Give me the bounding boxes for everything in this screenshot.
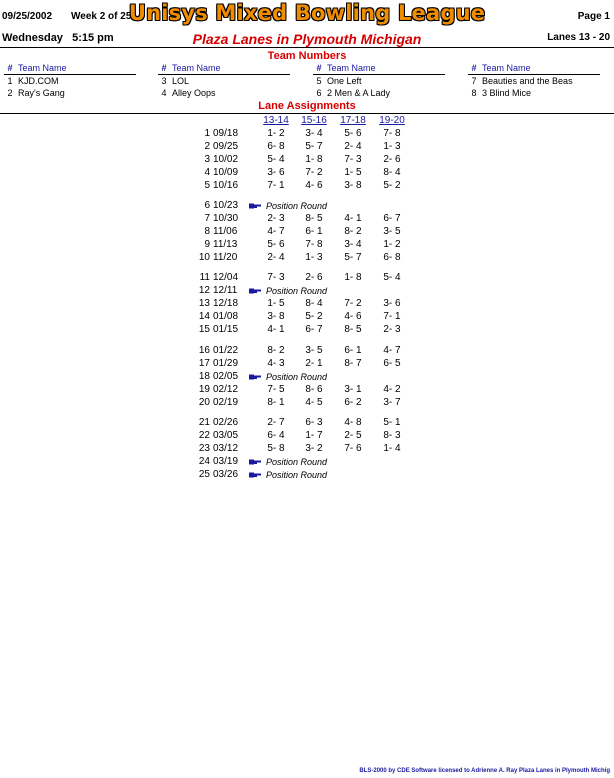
lane-pairing: 8- 4 xyxy=(383,167,401,178)
lane-pairing: 1- 4 xyxy=(383,443,401,454)
week-date: 11/13 xyxy=(213,239,238,250)
lane-pairing: 7- 3 xyxy=(344,154,362,165)
team-name-header: Team Name xyxy=(482,63,531,73)
lane-pairing: 4- 3 xyxy=(267,358,285,369)
schedule-row xyxy=(0,384,614,397)
team-num-header: # xyxy=(316,63,322,73)
lane-pairing: 1- 3 xyxy=(305,252,323,263)
team-row xyxy=(4,76,136,87)
team-num: 5 xyxy=(316,76,322,86)
team-num: 3 xyxy=(161,76,167,86)
lane-pairing: 6- 1 xyxy=(344,345,362,356)
lane-pairing: 8- 7 xyxy=(344,358,362,369)
lane-pairing: 6- 8 xyxy=(383,252,401,263)
lane-pairing: 7- 1 xyxy=(383,311,401,322)
lane-pairing: 6- 2 xyxy=(344,397,362,408)
week-number: 17 xyxy=(198,358,210,369)
schedule-row xyxy=(0,358,614,371)
lane-pairing: 6- 8 xyxy=(267,141,285,152)
week-number: 22 xyxy=(198,430,210,441)
schedule-row xyxy=(0,298,614,311)
lane-pairing: 4- 6 xyxy=(344,311,362,322)
lane-pairing: 4- 8 xyxy=(344,417,362,428)
schedule-row xyxy=(0,154,614,167)
position-round-label: Position Round xyxy=(266,470,328,480)
lane-pairing: 2- 3 xyxy=(383,324,401,335)
lane-pairing: 2- 4 xyxy=(267,252,285,263)
schedule-row xyxy=(0,456,614,469)
lane-pairing: 6- 7 xyxy=(383,213,401,224)
lane-pairing: 8- 6 xyxy=(305,384,323,395)
week-date: 10/23 xyxy=(213,200,239,211)
schedule-row xyxy=(0,128,614,141)
lane-pairing: 8- 5 xyxy=(305,213,323,224)
pointing-hand-icon xyxy=(249,472,261,478)
lane-pairing: 2- 3 xyxy=(267,213,285,224)
week-date: 09/18 xyxy=(213,128,239,139)
lane-pairing: 6- 3 xyxy=(305,417,323,428)
week-date: 10/16 xyxy=(213,180,239,191)
team-num-header: # xyxy=(471,63,477,73)
team-name-header: Team Name xyxy=(172,63,221,73)
week-date: 10/30 xyxy=(213,213,239,224)
week-indicator: Week 2 of 25 xyxy=(71,11,132,22)
week-date: 02/12 xyxy=(213,384,239,395)
team-name: KJD.COM xyxy=(18,76,59,86)
team-column-4 xyxy=(468,63,600,99)
lane-pairing: 1- 5 xyxy=(344,167,362,178)
week-number: 23 xyxy=(198,443,210,454)
week-number: 12 xyxy=(198,285,210,296)
lane-pairing: 7- 5 xyxy=(267,384,285,395)
team-row xyxy=(468,76,600,87)
team-num: 1 xyxy=(7,76,13,86)
lane-pairing: 8- 4 xyxy=(305,298,323,309)
week-number: 15 xyxy=(198,324,210,335)
week-number: 16 xyxy=(198,345,210,356)
week-date: 12/11 xyxy=(213,285,238,296)
week-date: 09/25 xyxy=(213,141,239,152)
lane-pairing: 7- 8 xyxy=(383,128,401,139)
schedule-row xyxy=(0,345,614,358)
team-name: Alley Oops xyxy=(172,88,216,98)
week-number: 2 xyxy=(204,141,210,152)
week-date: 02/19 xyxy=(213,397,239,408)
lane-pairing: 5- 6 xyxy=(344,128,362,139)
lane-pairing: 4- 7 xyxy=(267,226,285,237)
lane-pairing: 4- 1 xyxy=(267,324,285,335)
pointing-hand-icon xyxy=(249,288,261,294)
lane-pairing: 3- 5 xyxy=(383,226,401,237)
lane-pairing: 8- 3 xyxy=(383,430,401,441)
team-name: 2 Men & A Lady xyxy=(327,88,391,98)
week-number: 14 xyxy=(198,311,210,322)
lane-pairing: 1- 3 xyxy=(383,141,401,152)
day-time: Wednesday 5:15 pm xyxy=(2,32,114,44)
week-number: 19 xyxy=(198,384,210,395)
lane-pairing: 4- 7 xyxy=(383,345,401,356)
lane-pairing: 4- 6 xyxy=(305,180,323,191)
schedule-row xyxy=(0,430,614,443)
pointing-hand-icon xyxy=(249,374,261,380)
lane-pairing: 3- 8 xyxy=(344,180,362,191)
week-date: 03/05 xyxy=(213,430,239,441)
pointing-hand-icon xyxy=(249,459,261,465)
lane-pairing: 3- 4 xyxy=(305,128,323,139)
schedule-row xyxy=(0,371,614,384)
lane-pairing: 1- 2 xyxy=(383,239,401,250)
lane-pairing: 6- 4 xyxy=(267,430,285,441)
lane-pairing: 4- 5 xyxy=(305,397,323,408)
team-num-header: # xyxy=(7,63,13,73)
team-num: 6 xyxy=(316,88,322,98)
lane-pairing: 5- 2 xyxy=(383,180,401,191)
lane-pairing: 1- 7 xyxy=(305,430,323,441)
lane-assignments-divider xyxy=(0,113,614,114)
lane-pairing: 1- 8 xyxy=(344,272,362,283)
schedule-row xyxy=(0,417,614,430)
lane-pairing: 7- 6 xyxy=(344,443,362,454)
team-num-header: # xyxy=(161,63,167,73)
team-row xyxy=(158,76,290,87)
schedule-row xyxy=(0,213,614,226)
lane-pairing: 5- 7 xyxy=(344,252,362,263)
team-name: One Left xyxy=(327,76,362,86)
header-divider xyxy=(0,47,614,48)
week-number: 18 xyxy=(198,371,210,382)
team-column-3 xyxy=(313,63,445,99)
lane-pairing: 2- 6 xyxy=(383,154,401,165)
lane-pairing: 7- 3 xyxy=(267,272,285,283)
schedule-row xyxy=(0,239,614,252)
lane-pairing: 5- 1 xyxy=(383,417,401,428)
lane-pairing: 1- 2 xyxy=(267,128,285,139)
team-row xyxy=(313,76,445,87)
week-date: 01/08 xyxy=(213,311,239,322)
software-footer: BLS-2000 by CDE Software licensed to Adrienne A. Ray Plaza Lanes in Plymouth Michig xyxy=(359,768,610,774)
lane-pairing: 3- 6 xyxy=(383,298,401,309)
week-date: 03/26 xyxy=(213,469,239,480)
week-date: 11/06 xyxy=(213,226,238,237)
lane-pairing: 3- 4 xyxy=(344,239,362,250)
schedule-row xyxy=(0,226,614,239)
lane-pairing: 2- 7 xyxy=(267,417,285,428)
lane-pairing: 3- 2 xyxy=(305,443,323,454)
lane-pairing: 2- 4 xyxy=(344,141,362,152)
week-date: 02/05 xyxy=(213,371,239,382)
lane-pairing: 3- 5 xyxy=(305,345,323,356)
lane-header-17-18: 17-18 xyxy=(340,115,366,126)
lane-pairing: 7- 2 xyxy=(344,298,362,309)
schedule-row xyxy=(0,311,614,324)
team-row xyxy=(158,88,290,99)
lane-pairing: 1- 5 xyxy=(267,298,285,309)
schedule-row xyxy=(0,285,614,298)
page-number: Page 1 xyxy=(577,11,610,22)
position-round-label: Position Round xyxy=(266,457,328,467)
lane-pairing: 3- 8 xyxy=(267,311,285,322)
week-date: 02/26 xyxy=(213,417,239,428)
lane-pairing: 6- 5 xyxy=(383,358,401,369)
week-number: 11 xyxy=(199,272,210,283)
lane-pairing: 1- 8 xyxy=(305,154,323,165)
lane-assignments-title: Lane Assignments xyxy=(258,100,356,112)
lane-header-13-14: 13-14 xyxy=(263,115,289,126)
week-date: 10/02 xyxy=(213,154,239,165)
team-num: 4 xyxy=(161,88,167,98)
lane-header-19-20: 19-20 xyxy=(379,115,405,126)
week-date: 01/29 xyxy=(213,358,239,369)
team-name-header: Team Name xyxy=(327,63,376,73)
team-numbers-title: Team Numbers xyxy=(267,50,347,62)
team-row xyxy=(4,88,136,99)
lane-pairing: 5- 7 xyxy=(305,141,323,152)
week-number: 8 xyxy=(204,226,210,237)
schedule-row xyxy=(0,167,614,180)
position-round-label: Position Round xyxy=(266,372,328,382)
schedule-row xyxy=(0,180,614,193)
lane-pairing: 5- 4 xyxy=(383,272,401,283)
team-name: Beauties and the Beas xyxy=(482,76,573,86)
week-date: 12/04 xyxy=(213,272,239,283)
team-name-header: Team Name xyxy=(18,63,67,73)
lane-pairing: 5- 2 xyxy=(305,311,323,322)
week-number: 5 xyxy=(204,180,210,191)
week-number: 6 xyxy=(204,200,210,211)
team-column-2 xyxy=(158,63,290,99)
team-row xyxy=(313,88,445,99)
schedule-row xyxy=(0,443,614,456)
position-round-label: Position Round xyxy=(266,286,328,296)
week-number: 13 xyxy=(198,298,210,309)
lane-pairing: 6- 1 xyxy=(305,226,323,237)
lane-pairing: 7- 8 xyxy=(305,239,323,250)
week-number: 21 xyxy=(198,417,210,428)
lane-pairing: 4- 1 xyxy=(344,213,362,224)
lane-pairing: 7- 1 xyxy=(267,180,285,191)
lane-pairing: 8- 1 xyxy=(267,397,285,408)
schedule-row xyxy=(0,200,614,213)
schedule-row xyxy=(0,141,614,154)
lane-pairing: 6- 7 xyxy=(305,324,323,335)
lane-pairing: 2- 6 xyxy=(305,272,323,283)
lane-pairing: 3- 1 xyxy=(344,384,362,395)
week-date: 03/19 xyxy=(213,456,239,467)
week-date: 12/18 xyxy=(213,298,239,309)
schedule-row xyxy=(0,324,614,337)
week-number: 3 xyxy=(204,154,210,165)
lane-pairing: 2- 1 xyxy=(305,358,323,369)
week-number: 4 xyxy=(204,167,210,178)
week-number: 9 xyxy=(204,239,210,250)
team-name: Ray's Gang xyxy=(18,88,65,98)
report-date: 09/25/2002 xyxy=(2,11,53,22)
team-num: 7 xyxy=(471,76,477,86)
lane-pairing: 8- 5 xyxy=(344,324,362,335)
team-row xyxy=(468,88,600,99)
location-subtitle: Plaza Lanes in Plymouth Michigan xyxy=(192,31,422,47)
lane-pairing: 2- 5 xyxy=(344,430,362,441)
lane-pairing: 7- 2 xyxy=(305,167,323,178)
lane-pairing: 3- 6 xyxy=(267,167,285,178)
week-date: 01/15 xyxy=(213,324,239,335)
week-number: 25 xyxy=(198,469,210,480)
lane-pairing: 5- 4 xyxy=(267,154,285,165)
week-date: 10/09 xyxy=(213,167,239,178)
week-number: 10 xyxy=(198,252,210,263)
team-num: 2 xyxy=(7,88,13,98)
schedule-row xyxy=(0,252,614,265)
lane-pairing: 4- 2 xyxy=(383,384,401,395)
schedule-row xyxy=(0,397,614,410)
week-number: 7 xyxy=(204,213,210,224)
team-name: LOL xyxy=(172,76,190,86)
schedule-row xyxy=(0,469,614,482)
lane-pairing: 3- 7 xyxy=(383,397,401,408)
lane-pairing: 5- 6 xyxy=(267,239,285,250)
lane-pairing: 8- 2 xyxy=(344,226,362,237)
team-column-1 xyxy=(4,63,136,99)
team-name: 3 Blind Mice xyxy=(482,88,532,98)
pointing-hand-icon xyxy=(249,203,261,209)
lane-pairing: 5- 8 xyxy=(267,443,285,454)
week-date: 03/12 xyxy=(213,443,239,454)
league-title: Unisys Mixed Bowling League xyxy=(128,1,486,25)
team-num: 8 xyxy=(471,88,477,98)
lane-pairing: 8- 2 xyxy=(267,345,285,356)
week-date: 01/22 xyxy=(213,345,239,356)
schedule-row xyxy=(0,272,614,285)
lane-header-15-16: 15-16 xyxy=(301,115,327,126)
week-date: 11/20 xyxy=(213,252,238,263)
lanes-range: Lanes 13 - 20 xyxy=(547,32,610,43)
position-round-label: Position Round xyxy=(266,201,328,211)
week-number: 24 xyxy=(198,456,210,467)
week-number: 20 xyxy=(198,397,210,408)
week-number: 1 xyxy=(204,128,210,139)
